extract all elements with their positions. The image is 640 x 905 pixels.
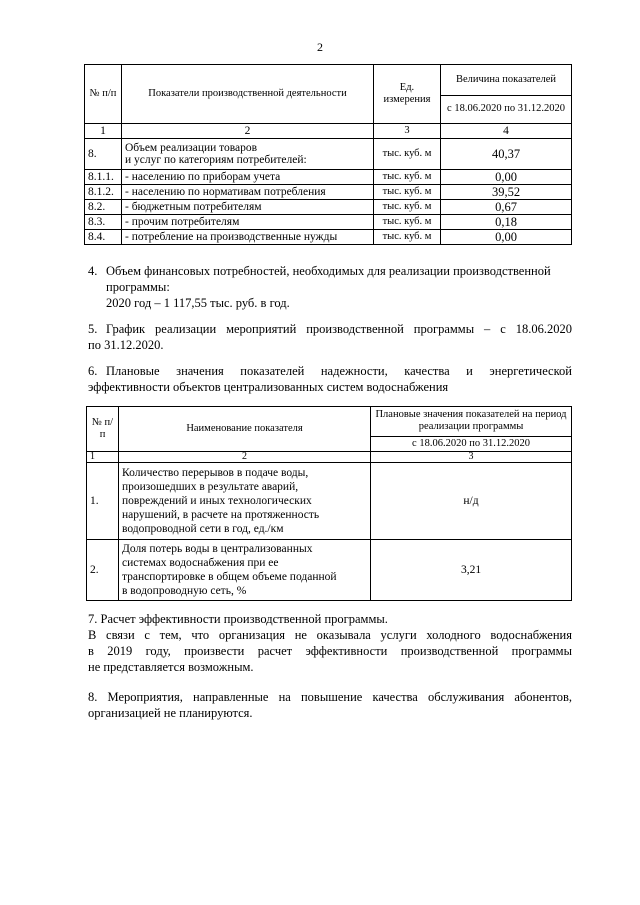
row-name-line: системах водоснабжения при ее <box>122 557 279 569</box>
section-4-line2: программы: <box>106 280 170 294</box>
table-row <box>85 170 572 185</box>
section-8-line1: 8. Мероприятия, направленные на повышение качества обслуживания абонентов, <box>88 690 572 704</box>
section-7-title: 7. Расчет эффективности производственной программы. <box>88 612 388 626</box>
section-5-line2: по 31.12.2020. <box>88 338 164 352</box>
row-name <box>122 139 374 170</box>
col-number-1: 1 <box>87 452 119 463</box>
section-4-line3: 2020 год – 1 117,55 тыс. руб. в год. <box>106 296 290 310</box>
row-unit: тыс. куб. м <box>374 139 441 170</box>
row-unit: тыс. куб. м <box>374 200 441 215</box>
header-period: с 18.06.2020 по 31.12.2020 <box>441 95 572 123</box>
row-name <box>119 540 371 601</box>
table-row <box>85 200 572 215</box>
row-num: 8. <box>85 139 122 170</box>
row-value: 0,00 <box>441 230 572 245</box>
row-name-line: транспортировке в общем объеме поданной <box>122 571 337 583</box>
col-number-2: 2 <box>119 452 371 463</box>
header-unit: Ед. измерения <box>374 65 441 124</box>
row-name-line: Объем реализации товаров <box>125 142 258 154</box>
header-value-group: Величина показателей <box>441 65 572 96</box>
section-5-number: 5. <box>88 322 98 336</box>
col-number-3: 3 <box>374 124 441 139</box>
row-name-line: Количество перерывов в подаче воды, <box>122 467 309 479</box>
table-row <box>85 185 572 200</box>
col-number-3: 3 <box>371 452 572 463</box>
section-4-line1: Объем финансовых потребностей, необходимых для реализации производственной <box>106 264 551 278</box>
section-5-line1: График реализации мероприятий производственной программы – с 18.06.2020 <box>106 322 572 336</box>
row-unit: тыс. куб. м <box>374 185 441 200</box>
header-planned: Плановые значения показателей на период реализации программы <box>371 407 572 437</box>
row-name-line: в водопроводную сеть, % <box>122 585 247 597</box>
row-name: - бюджетным потребителям <box>122 200 374 215</box>
col-number-2: 2 <box>122 124 374 139</box>
header-name: Наименование показателя <box>119 407 371 452</box>
table-row <box>85 230 572 245</box>
section-7-line3: не представляется возможным. <box>88 660 254 674</box>
row-name-line: нарушений, в расчете на протяженность <box>122 509 320 521</box>
row-value: 0,67 <box>441 200 572 215</box>
row-name: - прочим потребителям <box>122 215 374 230</box>
row-name-line: и услуг по категориям потребителей: <box>125 154 307 166</box>
row-num: 8.3. <box>85 215 122 230</box>
row-name-line: повреждений и иных технологических <box>122 495 312 507</box>
section-7-line2: в 2019 году, произвести расчет эффективности производственной программы <box>88 644 572 658</box>
row-value: 0,18 <box>441 215 572 230</box>
row-name-line: водопроводной сети в год, ед./км <box>122 523 284 535</box>
header-num: № п/п <box>85 65 122 124</box>
col-number-4: 4 <box>441 124 572 139</box>
row-num: 8.4. <box>85 230 122 245</box>
section-6-line1: Плановые значения показателей надежности, качества и энергетической <box>106 364 572 378</box>
row-name: - потребление на производственные нужды <box>122 230 374 245</box>
row-num: 8.1.2. <box>85 185 122 200</box>
section-7-line1: В связи с тем, что организация не оказывала услуги холодного водоснабжения <box>88 628 572 642</box>
row-num: 8.1.1. <box>85 170 122 185</box>
row-name: - населению по нормативам потребления <box>122 185 374 200</box>
row-num: 2. <box>87 540 119 601</box>
row-value: н/д <box>371 463 572 540</box>
table-row <box>87 540 572 601</box>
table-row <box>87 463 572 540</box>
table-row <box>85 139 572 170</box>
row-name: - населению по приборам учета <box>122 170 374 185</box>
row-num: 1. <box>87 463 119 540</box>
row-value: 39,52 <box>441 185 572 200</box>
row-value: 0,00 <box>441 170 572 185</box>
page-number: 2 <box>317 40 323 54</box>
row-value: 3,21 <box>371 540 572 601</box>
row-unit: тыс. куб. м <box>374 230 441 245</box>
row-name-line: Доля потерь воды в централизованных <box>122 543 313 555</box>
section-6-number: 6. <box>88 364 98 378</box>
section-6-line2: эффективности объектов централизованных систем водоснабжения <box>88 380 449 394</box>
reliability-indicators-table <box>86 406 572 601</box>
row-num: 8.2. <box>85 200 122 215</box>
header-indicator: Показатели производственной деятельности <box>122 65 374 124</box>
section-4-number: 4. <box>88 264 98 278</box>
row-name <box>119 463 371 540</box>
row-name-line: произошедших в результате аварий, <box>122 481 299 493</box>
row-unit: тыс. куб. м <box>374 170 441 185</box>
header-period: с 18.06.2020 по 31.12.2020 <box>371 436 572 451</box>
table-row <box>85 215 572 230</box>
production-indicators-table <box>84 64 572 245</box>
section-8-line2: организацией не планируются. <box>88 706 253 720</box>
row-unit: тыс. куб. м <box>374 215 441 230</box>
header-num: № п/п <box>87 407 119 452</box>
col-number-1: 1 <box>85 124 122 139</box>
row-value: 40,37 <box>441 139 572 170</box>
